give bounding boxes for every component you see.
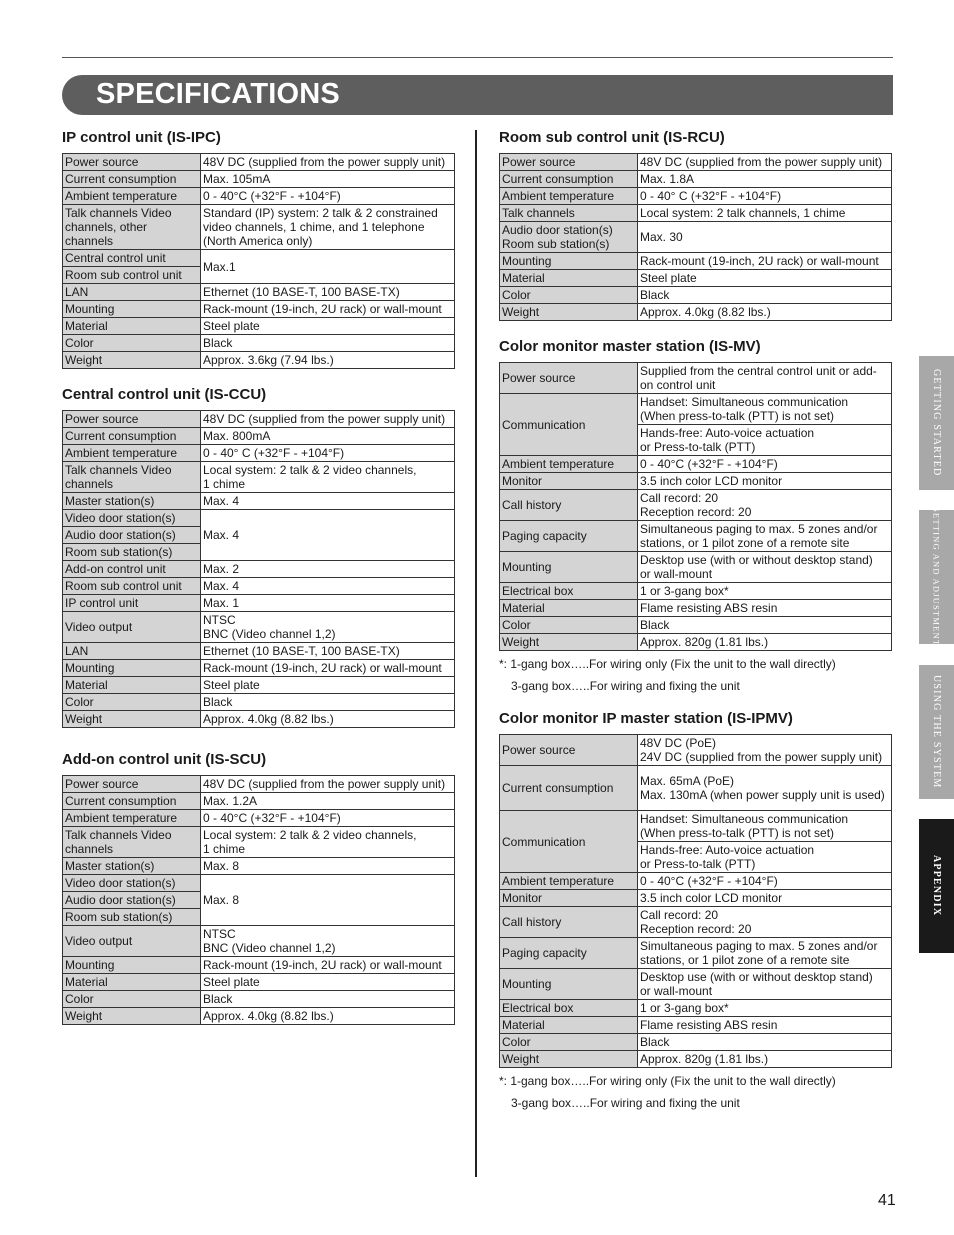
spec-key: Current consumption (500, 766, 638, 811)
spec-value: Approx. 4.0kg (8.82 lbs.) (201, 711, 455, 728)
table-row (500, 766, 892, 811)
spec-value: Hands-free: Auto-voice actuation or Press-to-talk (PTT) (638, 842, 892, 873)
spec-value: Black (638, 287, 892, 304)
side-tab-setting-and-adjustment[interactable] (919, 507, 954, 647)
table-row (500, 490, 892, 521)
spec-key: Color (63, 335, 201, 352)
spec-key: Ambient temperature (500, 456, 638, 473)
spec-key: Talk channels (500, 205, 638, 222)
table-row (500, 1017, 892, 1034)
table-row (500, 1051, 892, 1068)
spec-key: IP control unit (63, 595, 201, 612)
spec-key: Material (63, 318, 201, 335)
table-row (500, 188, 892, 205)
spec-key: Current consumption (500, 171, 638, 188)
table-row (63, 445, 455, 462)
spec-key: Room sub station(s) (63, 544, 201, 561)
spec-value: Rack-mount (19-inch, 2U rack) or wall-mount (201, 957, 455, 974)
table-row (500, 811, 892, 842)
table-row (500, 907, 892, 938)
spec-key: Call history (500, 490, 638, 521)
table-row (500, 735, 892, 766)
table-row (500, 552, 892, 583)
spec-value: Supplied from the central control unit or add-on control unit (638, 363, 892, 394)
spec-value: Black (638, 617, 892, 634)
table-row (63, 694, 455, 711)
spec-key: Current consumption (63, 171, 201, 188)
table-row (63, 793, 455, 810)
spec-value: Standard (IP) system: 2 talk & 2 constrained video channels, 1 chime, and 1 telephone (North America only) (201, 205, 455, 250)
spec-key: Room sub control unit (63, 267, 201, 284)
table-row (63, 578, 455, 595)
table-row (500, 583, 892, 600)
spec-value: Max. 2 (201, 561, 455, 578)
spec-value: Approx. 820g (1.81 lbs.) (638, 634, 892, 651)
spec-key: Monitor (500, 890, 638, 907)
spec-value: 0 - 40° C (+32°F - +104°F) (201, 445, 455, 462)
spec-key: Power source (63, 776, 201, 793)
spec-key: Ambient temperature (500, 188, 638, 205)
table-row (63, 991, 455, 1008)
spec-key: Mounting (63, 301, 201, 318)
spec-value: Desktop use (with or without desktop stand) or wall-mount (638, 552, 892, 583)
table-row (500, 969, 892, 1000)
table-row (500, 473, 892, 490)
spec-key: Mounting (500, 253, 638, 270)
table-row (63, 643, 455, 660)
spec-key: Mounting (63, 660, 201, 677)
spec-value: Black (201, 991, 455, 1008)
side-tab-using-the-system[interactable] (919, 665, 954, 799)
spec-value: 3.5 inch color LCD monitor (638, 473, 892, 490)
spec-value: Max. 1.2A (201, 793, 455, 810)
spec-key: Master station(s) (63, 858, 201, 875)
table-row (500, 634, 892, 651)
spec-key: Audio door station(s) Room sub station(s) (500, 222, 638, 253)
spec-key: Color (500, 1034, 638, 1051)
spec-value: Local system: 2 talk & 2 video channels, 1 chime (201, 462, 455, 493)
table-row (500, 938, 892, 969)
footnote: 3-gang box…..For wiring and fixing the unit (511, 1096, 740, 1110)
spec-key: Electrical box (500, 583, 638, 600)
spec-value: 48V DC (supplied from the power supply unit) (201, 154, 455, 171)
table-row (500, 890, 892, 907)
table-row (63, 561, 455, 578)
spec-value: Max. 800mA (201, 428, 455, 445)
spec-value: Steel plate (201, 677, 455, 694)
table-row (63, 776, 455, 793)
spec-key: Power source (500, 154, 638, 171)
spec-value: Desktop use (with or without desktop stand) or wall-mount (638, 969, 892, 1000)
table-row (63, 462, 455, 493)
spec-value: Handset: Simultaneous communication (When press-to-talk (PTT) is not set) (638, 394, 892, 425)
spec-value: Max. 1 (201, 595, 455, 612)
spec-value: Flame resisting ABS resin (638, 1017, 892, 1034)
side-tab-label: GETTING STARTED (931, 369, 942, 477)
table-row (63, 711, 455, 728)
side-tab-appendix[interactable] (919, 819, 954, 953)
table-row (500, 873, 892, 890)
spec-value: Max. 65mA (PoE) Max. 130mA (when power supply unit is used) (638, 766, 892, 811)
spec-value: NTSC BNC (Video channel 1,2) (201, 612, 455, 643)
table-row (63, 205, 455, 250)
spec-value: Black (201, 335, 455, 352)
spec-key: Power source (63, 154, 201, 171)
spec-value: Approx. 4.0kg (8.82 lbs.) (638, 304, 892, 321)
spec-value: Max. 30 (638, 222, 892, 253)
side-tab-label: SETTING AND ADJUSTMENT (931, 507, 942, 647)
table-row (500, 205, 892, 222)
spec-key: Current consumption (63, 793, 201, 810)
table-row (63, 352, 455, 369)
spec-table-rcu (499, 153, 892, 321)
spec-key: Video output (63, 612, 201, 643)
table-row (500, 270, 892, 287)
spec-value: 1 or 3-gang box* (638, 583, 892, 600)
table-row (63, 612, 455, 643)
table-row (63, 318, 455, 335)
spec-value: Rack-mount (19-inch, 2U rack) or wall-mount (201, 660, 455, 677)
spec-key: Electrical box (500, 1000, 638, 1017)
spec-value: Simultaneous paging to max. 5 zones and/or stations, or 1 pilot zone of a remote site (638, 521, 892, 552)
table-row (500, 617, 892, 634)
spec-key: Ambient temperature (63, 810, 201, 827)
title-banner (62, 75, 893, 115)
spec-key: Weight (63, 1008, 201, 1025)
spec-key: Video output (63, 926, 201, 957)
table-row (63, 428, 455, 445)
table-row (63, 827, 455, 858)
section-title-rcu: Room sub control unit (IS-RCU) (499, 129, 725, 146)
spec-key: Central control unit (63, 250, 201, 267)
table-row (63, 301, 455, 318)
spec-key: Call history (500, 907, 638, 938)
spec-value: 1 or 3-gang box* (638, 1000, 892, 1017)
table-row (500, 171, 892, 188)
spec-value: Black (638, 1034, 892, 1051)
spec-value: Max.1 (201, 250, 455, 284)
spec-table-ipc (62, 153, 455, 369)
spec-value: Ethernet (10 BASE-T, 100 BASE-TX) (201, 643, 455, 660)
table-row (63, 858, 455, 875)
spec-value: 0 - 40° C (+32°F - +104°F) (638, 188, 892, 205)
spec-key: Communication (500, 811, 638, 873)
table-row (500, 456, 892, 473)
spec-key: Current consumption (63, 428, 201, 445)
spec-value: Max. 4 (201, 493, 455, 510)
spec-key: Master station(s) (63, 493, 201, 510)
table-row (63, 335, 455, 352)
page-title: SPECIFICATIONS (96, 78, 340, 110)
table-row (63, 493, 455, 510)
spec-key: Material (63, 974, 201, 991)
spec-key: Material (500, 1017, 638, 1034)
spec-value: Ethernet (10 BASE-T, 100 BASE-TX) (201, 284, 455, 301)
right-column (499, 128, 892, 1110)
table-row (63, 171, 455, 188)
table-row (63, 510, 455, 527)
side-tab-label: APPENDIX (931, 855, 942, 917)
spec-key: Material (63, 677, 201, 694)
top-rule (62, 57, 893, 58)
spec-key: Weight (500, 304, 638, 321)
table-row (63, 188, 455, 205)
spec-key: Weight (500, 634, 638, 651)
footnote: 3-gang box…..For wiring and fixing the unit (511, 679, 740, 693)
spec-key: Mounting (500, 552, 638, 583)
side-tab-getting-started[interactable] (919, 356, 954, 490)
spec-value: Steel plate (201, 318, 455, 335)
spec-value: Max. 8 (201, 858, 455, 875)
spec-key: Weight (63, 352, 201, 369)
spec-key: Power source (500, 735, 638, 766)
spec-key: Monitor (500, 473, 638, 490)
footnote: *: 1-gang box…..For wiring only (Fix the unit to the wall directly) (499, 1074, 836, 1088)
spec-key: Power source (500, 363, 638, 394)
table-row (63, 411, 455, 428)
table-row (63, 284, 455, 301)
spec-value: Max. 4 (201, 510, 455, 561)
spec-key: Room sub control unit (63, 578, 201, 595)
spec-key: Color (63, 991, 201, 1008)
table-row (500, 154, 892, 171)
spec-value: Max. 105mA (201, 171, 455, 188)
section-title-ipmv: Color monitor IP master station (IS-IPMV) (499, 710, 793, 727)
spec-value: Approx. 4.0kg (8.82 lbs.) (201, 1008, 455, 1025)
table-row (63, 926, 455, 957)
table-row (500, 521, 892, 552)
table-row (500, 394, 892, 425)
spec-key: Material (500, 270, 638, 287)
spec-key: Ambient temperature (500, 873, 638, 890)
spec-key: LAN (63, 284, 201, 301)
section-title-scu: Add-on control unit (IS-SCU) (62, 751, 267, 768)
spec-value: Max. 4 (201, 578, 455, 595)
table-row (63, 660, 455, 677)
spec-key: Add-on control unit (63, 561, 201, 578)
spec-key: Audio door station(s) (63, 892, 201, 909)
table-row (63, 595, 455, 612)
table-row (500, 304, 892, 321)
spec-key: Paging capacity (500, 938, 638, 969)
spec-value: 48V DC (supplied from the power supply unit) (638, 154, 892, 171)
spec-value: Max. 8 (201, 875, 455, 926)
section-title-mv: Color monitor master station (IS-MV) (499, 338, 761, 355)
table-row (500, 222, 892, 253)
spec-key: Audio door station(s) (63, 527, 201, 544)
table-row (63, 250, 455, 267)
spec-value: 48V DC (supplied from the power supply unit) (201, 411, 455, 428)
spec-table-ccu (62, 410, 455, 728)
spec-key: Video door station(s) (63, 875, 201, 892)
table-row (63, 154, 455, 171)
footnote: *: 1-gang box…..For wiring only (Fix the unit to the wall directly) (499, 657, 836, 671)
spec-value: Hands-free: Auto-voice actuation or Press-to-talk (PTT) (638, 425, 892, 456)
spec-key: Power source (63, 411, 201, 428)
spec-value: Call record: 20 Reception record: 20 (638, 490, 892, 521)
spec-key: Communication (500, 394, 638, 456)
spec-key: Color (500, 617, 638, 634)
spec-key: Mounting (63, 957, 201, 974)
table-row (500, 287, 892, 304)
spec-key: Weight (500, 1051, 638, 1068)
spec-key: Paging capacity (500, 521, 638, 552)
spec-table-scu (62, 775, 455, 1025)
spec-key: Talk channels Video channels (63, 827, 201, 858)
table-row (63, 1008, 455, 1025)
spec-value: 0 - 40°C (+32°F - +104°F) (638, 456, 892, 473)
spec-value: Flame resisting ABS resin (638, 600, 892, 617)
spec-value: Black (201, 694, 455, 711)
table-row (63, 677, 455, 694)
spec-key: Talk channels Video channels (63, 462, 201, 493)
spec-key: Mounting (500, 969, 638, 1000)
table-row (63, 957, 455, 974)
side-tab-label: USING THE SYSTEM (931, 675, 942, 789)
table-row (500, 1000, 892, 1017)
spec-key: Material (500, 600, 638, 617)
spec-value: Steel plate (201, 974, 455, 991)
spec-value: 0 - 40°C (+32°F - +104°F) (638, 873, 892, 890)
table-row (63, 810, 455, 827)
table-row (500, 363, 892, 394)
spec-table-mv (499, 362, 892, 651)
column-divider (475, 130, 477, 1177)
spec-value: Local system: 2 talk & 2 video channels, 1 chime (201, 827, 455, 858)
spec-key: Talk channels Video channels, other channels (63, 205, 201, 250)
section-title-ipc: IP control unit (IS-IPC) (62, 129, 221, 146)
spec-value: 48V DC (PoE) 24V DC (supplied from the power supply unit) (638, 735, 892, 766)
spec-key: Ambient temperature (63, 188, 201, 205)
spec-key: Video door station(s) (63, 510, 201, 527)
spec-value: 0 - 40°C (+32°F - +104°F) (201, 188, 455, 205)
spec-key: Ambient temperature (63, 445, 201, 462)
spec-value: 0 - 40°C (+32°F - +104°F) (201, 810, 455, 827)
table-row (63, 974, 455, 991)
spec-key: Color (63, 694, 201, 711)
spec-value: Simultaneous paging to max. 5 zones and/or stations, or 1 pilot zone of a remote site (638, 938, 892, 969)
spec-value: NTSC BNC (Video channel 1,2) (201, 926, 455, 957)
spec-value: Rack-mount (19-inch, 2U rack) or wall-mount (638, 253, 892, 270)
spec-value: Max. 1.8A (638, 171, 892, 188)
spec-value: 3.5 inch color LCD monitor (638, 890, 892, 907)
spec-key: Room sub station(s) (63, 909, 201, 926)
spec-value: Steel plate (638, 270, 892, 287)
table-row (500, 253, 892, 270)
section-title-ccu: Central control unit (IS-CCU) (62, 386, 267, 403)
spec-value: Local system: 2 talk channels, 1 chime (638, 205, 892, 222)
spec-key: LAN (63, 643, 201, 660)
table-row (63, 875, 455, 892)
spec-key: Weight (63, 711, 201, 728)
spec-table-ipmv (499, 734, 892, 1068)
left-column (62, 128, 455, 1025)
spec-value: Call record: 20 Reception record: 20 (638, 907, 892, 938)
spec-key: Color (500, 287, 638, 304)
spec-value: Handset: Simultaneous communication (When press-to-talk (PTT) is not set) (638, 811, 892, 842)
spec-value: 48V DC (supplied from the power supply unit) (201, 776, 455, 793)
table-row (500, 600, 892, 617)
page-number: 41 (878, 1192, 896, 1209)
spec-value: Approx. 3.6kg (7.94 lbs.) (201, 352, 455, 369)
spec-value: Approx. 820g (1.81 lbs.) (638, 1051, 892, 1068)
spec-value: Rack-mount (19-inch, 2U rack) or wall-mount (201, 301, 455, 318)
table-row (500, 1034, 892, 1051)
